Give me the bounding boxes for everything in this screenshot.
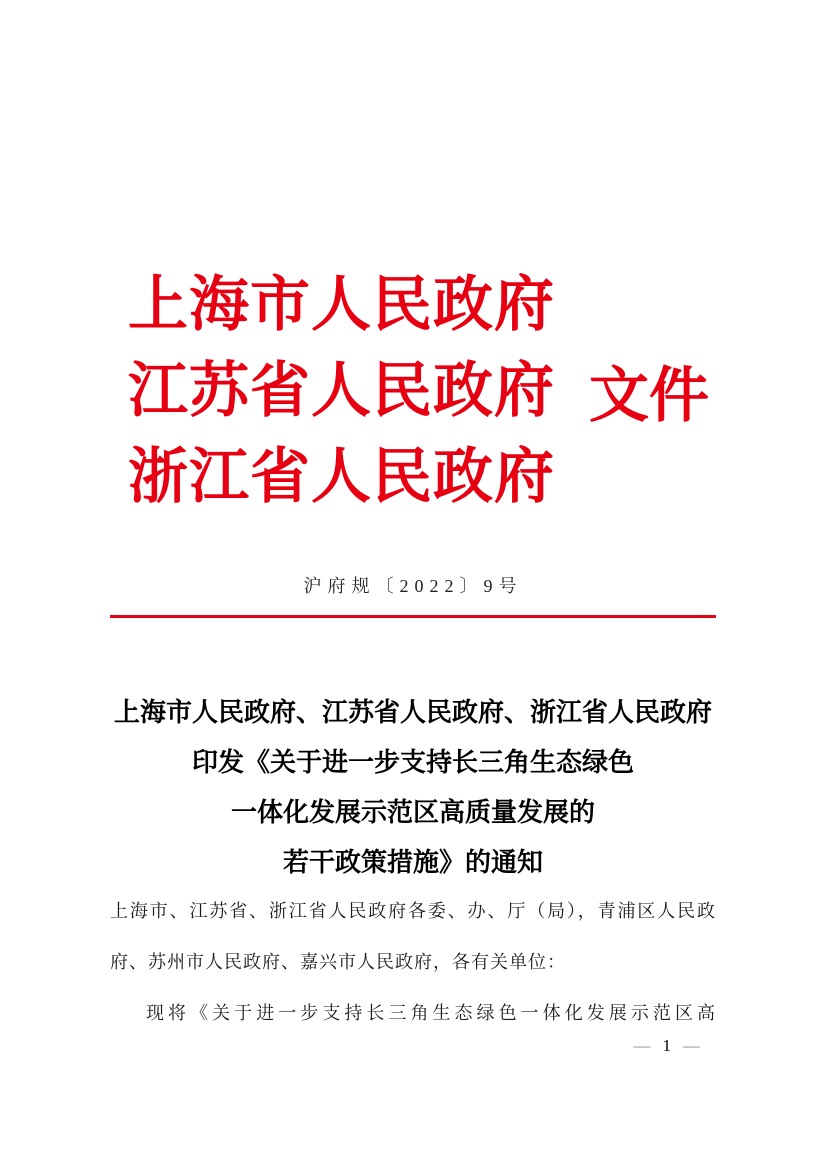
- title-line: 印发《关于进一步支持长三角生态绿色: [191, 748, 634, 777]
- doc-number: 沪府规〔2022〕9号: [303, 576, 523, 596]
- agency-shanghai: 上海市人民政府: [128, 272, 555, 338]
- letterhead: [128, 262, 709, 520]
- page-number-value: 1: [662, 1036, 671, 1055]
- page-number-left-dash: —: [633, 1036, 651, 1055]
- body-line: 现将《关于进一步支持长三角生态绿色一体化发展示范区高: [146, 1003, 716, 1023]
- agency-jiangsu: 江苏省人民政府: [128, 358, 555, 424]
- page-number: [634, 1034, 701, 1058]
- document-body: [110, 886, 716, 1039]
- agency-zhejiang: 浙江省人民政府: [128, 444, 555, 510]
- document-title: [108, 688, 718, 888]
- red-rule-divider: [110, 615, 716, 618]
- title-line: 一体化发展示范区高质量发展的: [230, 798, 595, 827]
- title-line: 若干政策措施》的通知: [282, 848, 543, 877]
- doc-type-label: 文件: [589, 363, 709, 429]
- body-line: 上海市、江苏省、浙江省人民政府各委、办、厅（局），青浦区人民政: [110, 901, 716, 921]
- agency-list: [128, 262, 555, 520]
- title-line: 上海市人民政府、江苏省人民政府、浙江省人民政府: [113, 698, 712, 727]
- page-number-right-dash: —: [683, 1036, 700, 1055]
- body-line: 府、苏州市人民政府、嘉兴市人民政府，各有关单位：: [110, 952, 566, 972]
